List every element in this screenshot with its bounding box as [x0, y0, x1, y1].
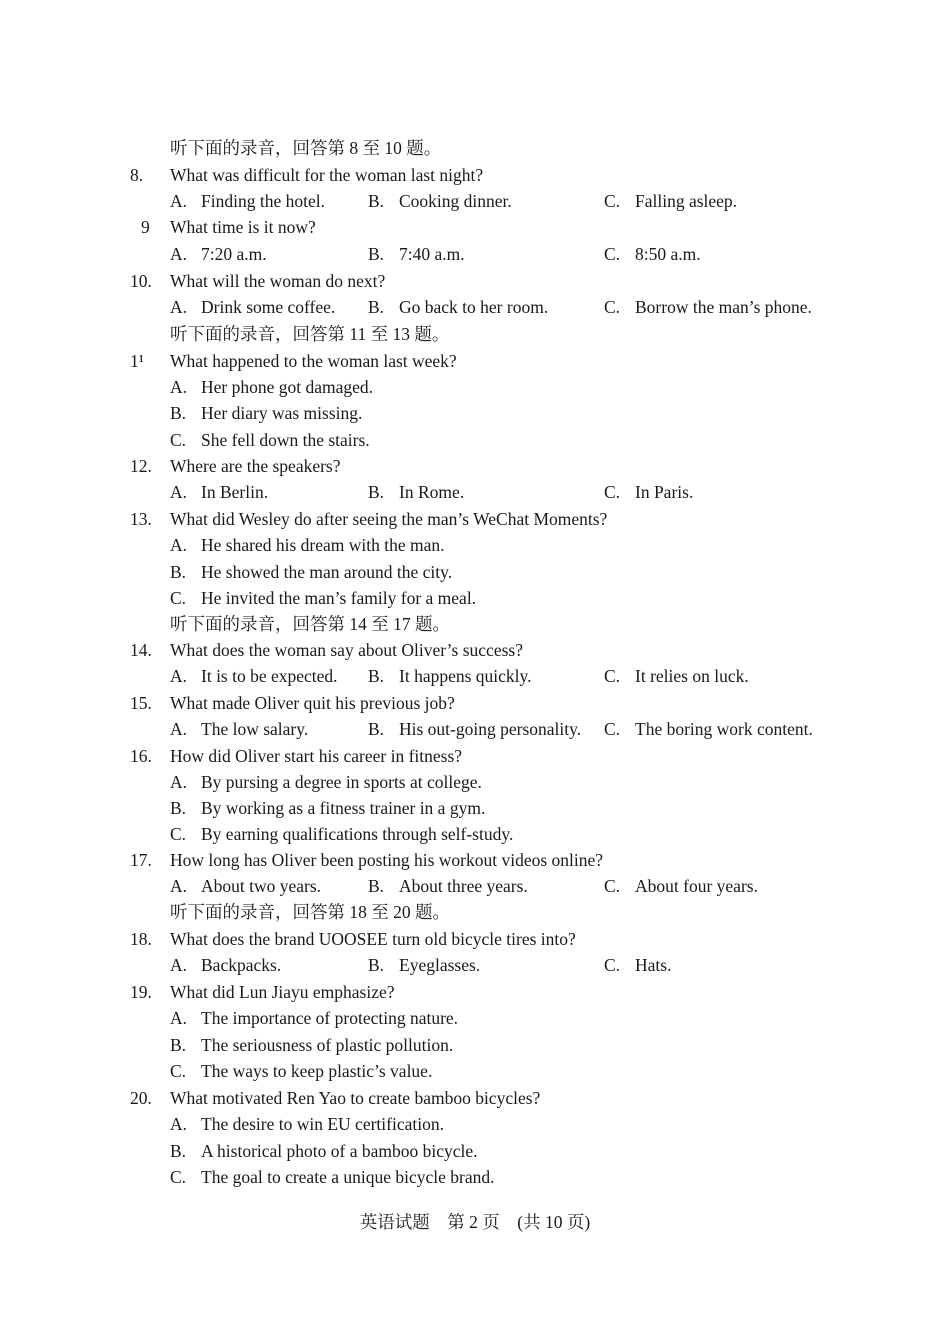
option-a: A. It is to be expected. [170, 666, 338, 686]
option-c: C. He invited the man’s family for a meal. [170, 588, 477, 608]
option-b: B. Go back to her room. [368, 297, 549, 317]
option-b: B. A historical photo of a bamboo bicycle. [170, 1141, 478, 1161]
question-number: 15. [130, 693, 152, 713]
option-b: B. Eyeglasses. [368, 955, 481, 975]
option-a: A. Drink some coffee. [170, 297, 336, 317]
question-stem: What did Lun Jiayu emphasize? [170, 982, 395, 1002]
option-b: B. His out-going personality. [368, 719, 582, 739]
option-c: C. 8:50 a.m. [604, 244, 701, 264]
option-c: C. Falling asleep. [604, 191, 738, 211]
question-stem: What made Oliver quit his previous job? [170, 693, 455, 713]
option-c: C. The ways to keep plastic’s value. [170, 1061, 433, 1081]
question-stem: How did Oliver start his career in fitness? [170, 746, 463, 766]
option-a: A. Her phone got damaged. [170, 377, 374, 397]
option-a: A. 7:20 a.m. [170, 244, 267, 264]
question-number: 20. [130, 1088, 152, 1108]
option-a: A. By pursing a degree in sports at college. [170, 772, 482, 792]
question-number: 19. [130, 982, 152, 1002]
option-c: C. About four years. [604, 876, 758, 896]
option-a: A. He shared his dream with the man. [170, 535, 445, 555]
option-a: A. Finding the hotel. [170, 191, 325, 211]
question-number: 12. [130, 456, 152, 476]
option-c: C. It relies on luck. [604, 666, 749, 686]
option-b: B. It happens quickly. [368, 666, 532, 686]
option-b: B. The seriousness of plastic pollution. [170, 1035, 454, 1055]
option-a: A. The desire to win EU certification. [170, 1114, 444, 1134]
option-b: B. He showed the man around the city. [170, 562, 453, 582]
option-c: C. She fell down the stairs. [170, 430, 370, 450]
option-b: B. In Rome. [368, 482, 465, 502]
option-c: C. In Paris. [604, 482, 694, 502]
option-b: B. 7:40 a.m. [368, 244, 465, 264]
question-stem: What does the woman say about Oliver’s success? [170, 640, 523, 660]
option-c: C. Hats. [604, 955, 672, 975]
option-a: A. Backpacks. [170, 955, 282, 975]
question-number: 18. [130, 929, 152, 949]
option-a: A. About two years. [170, 876, 322, 896]
option-a: A. The low salary. [170, 719, 309, 739]
option-b: B. About three years. [368, 876, 528, 896]
question-stem: How long has Oliver been posting his workout videos online? [170, 850, 604, 870]
option-c: C. By earning qualifications through self-study. [170, 824, 514, 844]
option-a: A. The importance of protecting nature. [170, 1008, 459, 1028]
question-number: 17. [130, 850, 152, 870]
question-number: 9 [141, 217, 150, 237]
question-number: 10. [130, 271, 152, 291]
option-b: B. By working as a fitness trainer in a gym. [170, 798, 486, 818]
question-stem: What happened to the woman last week? [170, 351, 457, 371]
exam-page: 听下面的录音，回答第 8 至 10 题。 8. What was difficult for the woman last night? A. Finding the hotel. B. Cooking dinner. C. Falling asleep. 9 What time is it now? A. 7:20 a.m. B. 7:40 a.m. C. 8:50 a.m. 10. What will the woman do next? A. Drink some coffee. B. Go back to her room. C. Borrow the man’s phone. 听下面的录音，回答第 11 至 13 题。 1¹ What happened to the woman last week? A. Her phone got damaged. B. Her diary was missing. C. She fell down the stairs. 12. Where are the speakers? A. In Berlin. B. In Rome. C. In Paris. 13. What did Wesley do after seeing the man’s WeChat Moments? A. He shared his dream with the man. B. He showed the man around the city. C. He invited the man’s family for a meal. 听下面的录音，回答第 14 至 17 题。 14. What does the woman say about Oliver’s success? A. It is to be expected. B. It happens quickly. C. It relies on luck. 15. What made Oliver quit his previous job? A. The low salary. B. His out-going personality. C. The boring work content. 16. How did Oliver start his career in fitness? A. By pursing a degree in sports at college. B. By working as a fitness trainer in a gym. C. By earning qualifications through self-study. 17. How long has Oliver been posting his workout videos online? A. About two years. B. About three years. C. About four years. 听下面的录音，回答第 18 至 20 题。 18. What does the brand UOOSEE turn old bicycle tires into? A. Backpacks. B. Eyeglasses. C. Hats. 19. What did Lun Jiayu emphasize? A. The importance of protecting nature. B. The seriousness of plastic pollution. C. The ways to keep plastic’s value. 20. What motivated Ren Yao to create bamboo bicycles? A. The desire to win EU certification. B. A historical photo of a bamboo bicycle. C. The goal to create a unique bicycle brand. 英语试题 第 2 页 (共 10 页) [0, 0, 950, 1344]
question-number: 16. [130, 746, 152, 766]
question-stem: What did Wesley do after seeing the man’s WeChat Moments? [170, 509, 608, 529]
question-number: 8. [130, 165, 144, 185]
option-c: C. Borrow the man’s phone. [604, 297, 812, 317]
question-number: 14. [130, 640, 152, 660]
question-number: 13. [130, 509, 152, 529]
option-c: C. The goal to create a unique bicycle brand. [170, 1167, 495, 1187]
question-number: 1¹ [130, 351, 144, 371]
question-stem: What will the woman do next? [170, 271, 386, 291]
option-c: C. The boring work content. [604, 719, 813, 739]
question-stem: What was difficult for the woman last night? [170, 165, 484, 185]
option-b: B. Her diary was missing. [170, 403, 363, 423]
option-b: B. Cooking dinner. [368, 191, 512, 211]
question-stem: What motivated Ren Yao to create bamboo bicycles? [170, 1088, 541, 1108]
question-stem: What does the brand UOOSEE turn old bicycle tires into? [170, 929, 576, 949]
question-stem: Where are the speakers? [170, 456, 341, 476]
option-a: A. In Berlin. [170, 482, 269, 502]
page-footer: 英语试题 第 2 页 (共 10 页) [359, 1212, 591, 1232]
question-stem: What time is it now? [170, 217, 316, 237]
